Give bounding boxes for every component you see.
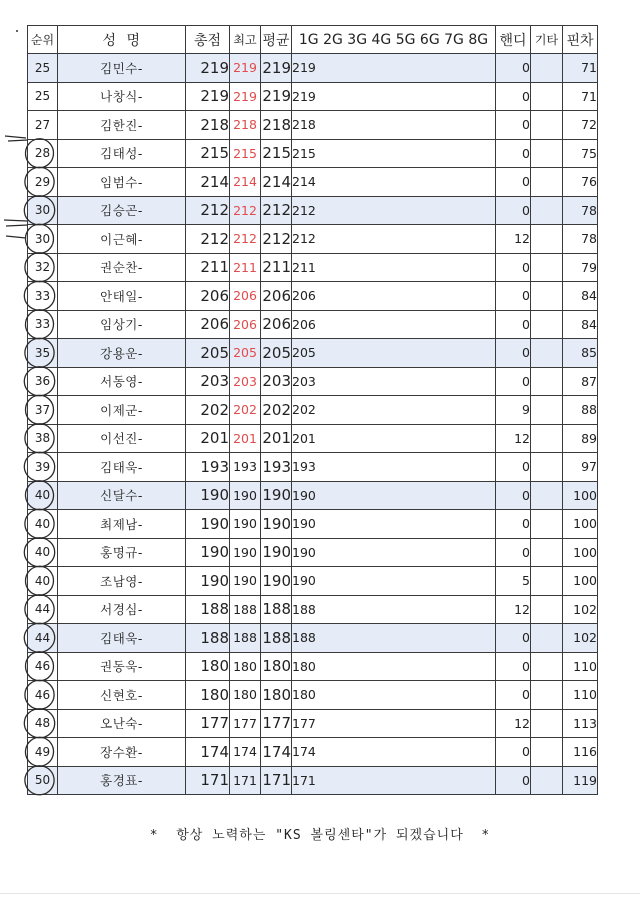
pin-diff-cell: 100 [563, 510, 598, 539]
handicap-cell: 0 [496, 510, 531, 539]
game-scores-cell: 180 [292, 652, 496, 681]
etc-cell [531, 481, 563, 510]
rank-cell: 30 [28, 225, 58, 254]
rank-cell: 46 [28, 652, 58, 681]
total-score-cell: 190 [186, 567, 230, 596]
average-score-cell: 190 [261, 510, 292, 539]
etc-cell [531, 111, 563, 140]
total-score-cell: 190 [186, 481, 230, 510]
total-score-cell: 206 [186, 310, 230, 339]
handicap-cell: 12 [496, 709, 531, 738]
game-scores-cell: 219 [292, 54, 496, 83]
etc-cell [531, 339, 563, 368]
col-header-name: 성 명 [58, 26, 186, 54]
total-score-cell: 188 [186, 624, 230, 653]
total-score-cell: 190 [186, 538, 230, 567]
col-header-avg: 평균 [261, 26, 292, 54]
game-scores-cell: 201 [292, 424, 496, 453]
average-score-cell: 180 [261, 652, 292, 681]
etc-cell [531, 738, 563, 767]
average-score-cell: 177 [261, 709, 292, 738]
name-cell: 조남영- [58, 567, 186, 596]
name-cell: 나창식- [58, 82, 186, 111]
pin-diff-cell: 113 [563, 709, 598, 738]
etc-cell [531, 709, 563, 738]
max-score-cell: 212 [230, 196, 261, 225]
rank-cell: 49 [28, 738, 58, 767]
max-score-cell: 188 [230, 624, 261, 653]
game-scores-cell: 188 [292, 595, 496, 624]
table-row [28, 453, 598, 482]
pin-diff-cell: 72 [563, 111, 598, 140]
average-score-cell: 218 [261, 111, 292, 140]
col-header-rank: 순위 [28, 26, 58, 54]
average-score-cell: 193 [261, 453, 292, 482]
name-cell: 홍경표- [58, 766, 186, 795]
etc-cell [531, 538, 563, 567]
max-score-cell: 188 [230, 595, 261, 624]
total-score-cell: 205 [186, 339, 230, 368]
pin-diff-cell: 100 [563, 481, 598, 510]
name-cell: 이제군- [58, 396, 186, 425]
pin-diff-cell: 89 [563, 424, 598, 453]
game-scores-cell: 218 [292, 111, 496, 140]
etc-cell [531, 168, 563, 197]
etc-cell [531, 225, 563, 254]
pin-diff-cell: 78 [563, 225, 598, 254]
handicap-cell: 0 [496, 339, 531, 368]
rank-cell: 38 [28, 424, 58, 453]
handicap-cell: 0 [496, 196, 531, 225]
pin-diff-cell: 102 [563, 595, 598, 624]
pin-diff-cell: 78 [563, 196, 598, 225]
name-cell: 김한진- [58, 111, 186, 140]
game-scores-cell: 214 [292, 168, 496, 197]
handicap-cell: 0 [496, 168, 531, 197]
table-row [28, 538, 598, 567]
rank-cell: 40 [28, 567, 58, 596]
table-row [28, 396, 598, 425]
rank-cell: 25 [28, 82, 58, 111]
etc-cell [531, 453, 563, 482]
handicap-cell: 5 [496, 567, 531, 596]
col-header-max: 최고 [230, 26, 261, 54]
handicap-cell: 0 [496, 253, 531, 282]
average-score-cell: 215 [261, 139, 292, 168]
max-score-cell: 190 [230, 538, 261, 567]
rank-cell: 28 [28, 139, 58, 168]
etc-cell [531, 282, 563, 311]
table-row [28, 196, 598, 225]
handicap-cell: 0 [496, 766, 531, 795]
rank-cell: 44 [28, 624, 58, 653]
total-score-cell: 214 [186, 168, 230, 197]
total-score-cell: 188 [186, 595, 230, 624]
total-score-cell: 201 [186, 424, 230, 453]
rank-cell: 48 [28, 709, 58, 738]
handicap-cell: 0 [496, 453, 531, 482]
total-score-cell: 180 [186, 652, 230, 681]
table-row [28, 709, 598, 738]
max-score-cell: 180 [230, 681, 261, 710]
score-table [27, 25, 598, 795]
col-header-etc: 기타 [531, 26, 563, 54]
etc-cell [531, 681, 563, 710]
etc-cell [531, 367, 563, 396]
rank-cell: 40 [28, 481, 58, 510]
name-cell: 임범수- [58, 168, 186, 197]
table-row [28, 339, 598, 368]
average-score-cell: 212 [261, 196, 292, 225]
rank-cell: 29 [28, 168, 58, 197]
table-row [28, 168, 598, 197]
pin-diff-cell: 75 [563, 139, 598, 168]
etc-cell [531, 766, 563, 795]
total-score-cell: 193 [186, 453, 230, 482]
table-row [28, 681, 598, 710]
etc-cell [531, 139, 563, 168]
rank-cell: 33 [28, 282, 58, 311]
name-cell: 이선진- [58, 424, 186, 453]
total-score-cell: 202 [186, 396, 230, 425]
average-score-cell: 190 [261, 567, 292, 596]
rank-cell: 32 [28, 253, 58, 282]
game-scores-cell: 206 [292, 310, 496, 339]
pin-diff-cell: 71 [563, 54, 598, 83]
handicap-cell: 12 [496, 225, 531, 254]
average-score-cell: 180 [261, 681, 292, 710]
etc-cell [531, 624, 563, 653]
rank-cell: 40 [28, 538, 58, 567]
stray-mark [16, 30, 18, 32]
etc-cell [531, 567, 563, 596]
rank-cell: 44 [28, 595, 58, 624]
total-score-cell: 212 [186, 196, 230, 225]
col-header-total: 총점 [186, 26, 230, 54]
etc-cell [531, 54, 563, 83]
average-score-cell: 211 [261, 253, 292, 282]
etc-cell [531, 253, 563, 282]
average-score-cell: 203 [261, 367, 292, 396]
pin-diff-cell: 88 [563, 396, 598, 425]
pin-diff-cell: 116 [563, 738, 598, 767]
table-row [28, 253, 598, 282]
handicap-cell: 0 [496, 111, 531, 140]
name-cell: 강용운- [58, 339, 186, 368]
average-score-cell: 214 [261, 168, 292, 197]
pin-diff-cell: 79 [563, 253, 598, 282]
max-score-cell: 171 [230, 766, 261, 795]
average-score-cell: 219 [261, 82, 292, 111]
name-cell: 권순찬- [58, 253, 186, 282]
max-score-cell: 212 [230, 225, 261, 254]
average-score-cell: 202 [261, 396, 292, 425]
pin-diff-cell: 110 [563, 681, 598, 710]
game-scores-cell: 212 [292, 196, 496, 225]
average-score-cell: 174 [261, 738, 292, 767]
max-score-cell: 206 [230, 282, 261, 311]
rank-cell: 33 [28, 310, 58, 339]
pin-diff-cell: 97 [563, 453, 598, 482]
etc-cell [531, 310, 563, 339]
name-cell: 오난숙- [58, 709, 186, 738]
name-cell: 김태욱- [58, 453, 186, 482]
total-score-cell: 219 [186, 54, 230, 83]
table-row [28, 738, 598, 767]
game-scores-cell: 211 [292, 253, 496, 282]
total-score-cell: 203 [186, 367, 230, 396]
name-cell: 홍명규- [58, 538, 186, 567]
handicap-cell: 0 [496, 367, 531, 396]
etc-cell [531, 652, 563, 681]
name-cell: 최제남- [58, 510, 186, 539]
rank-cell: 25 [28, 54, 58, 83]
max-score-cell: 203 [230, 367, 261, 396]
game-scores-cell: 219 [292, 82, 496, 111]
table-row [28, 367, 598, 396]
pin-diff-cell: 71 [563, 82, 598, 111]
total-score-cell: 171 [186, 766, 230, 795]
table-row [28, 595, 598, 624]
table-row [28, 510, 598, 539]
max-score-cell: 206 [230, 310, 261, 339]
max-score-cell: 190 [230, 510, 261, 539]
name-cell: 김태성- [58, 139, 186, 168]
total-score-cell: 177 [186, 709, 230, 738]
name-cell: 김민수- [58, 54, 186, 83]
max-score-cell: 180 [230, 652, 261, 681]
table-row [28, 624, 598, 653]
rank-cell: 30 [28, 196, 58, 225]
game-scores-cell: 188 [292, 624, 496, 653]
col-header-pin-diff: 핀차 [563, 26, 598, 54]
average-score-cell: 171 [261, 766, 292, 795]
average-score-cell: 219 [261, 54, 292, 83]
handicap-cell: 0 [496, 738, 531, 767]
game-scores-cell: 206 [292, 282, 496, 311]
average-score-cell: 205 [261, 339, 292, 368]
pin-diff-cell: 100 [563, 567, 598, 596]
pin-diff-cell: 110 [563, 652, 598, 681]
average-score-cell: 212 [261, 225, 292, 254]
average-score-cell: 188 [261, 595, 292, 624]
max-score-cell: 190 [230, 481, 261, 510]
name-cell: 신현호- [58, 681, 186, 710]
table-row [28, 766, 598, 795]
name-cell: 김태욱- [58, 624, 186, 653]
max-score-cell: 215 [230, 139, 261, 168]
game-scores-cell: 215 [292, 139, 496, 168]
table-row [28, 567, 598, 596]
total-score-cell: 212 [186, 225, 230, 254]
total-score-cell: 190 [186, 510, 230, 539]
table-row [28, 82, 598, 111]
rank-cell: 46 [28, 681, 58, 710]
game-scores-cell: 212 [292, 225, 496, 254]
game-scores-cell: 190 [292, 510, 496, 539]
max-score-cell: 218 [230, 111, 261, 140]
pen-stroke-mark [5, 136, 28, 141]
average-score-cell: 206 [261, 282, 292, 311]
max-score-cell: 214 [230, 168, 261, 197]
pin-diff-cell: 84 [563, 310, 598, 339]
game-scores-cell: 190 [292, 567, 496, 596]
table-row [28, 481, 598, 510]
table-row [28, 111, 598, 140]
etc-cell [531, 196, 563, 225]
pen-stroke-mark [4, 220, 28, 226]
pin-diff-cell: 76 [563, 168, 598, 197]
total-score-cell: 215 [186, 139, 230, 168]
max-score-cell: 177 [230, 709, 261, 738]
etc-cell [531, 82, 563, 111]
game-scores-cell: 190 [292, 481, 496, 510]
max-score-cell: 205 [230, 339, 261, 368]
max-score-cell: 219 [230, 54, 261, 83]
handicap-cell: 0 [496, 310, 531, 339]
average-score-cell: 188 [261, 624, 292, 653]
handicap-cell: 0 [496, 54, 531, 83]
game-scores-cell: 203 [292, 367, 496, 396]
table-row [28, 225, 598, 254]
max-score-cell: 190 [230, 567, 261, 596]
etc-cell [531, 595, 563, 624]
average-score-cell: 201 [261, 424, 292, 453]
bottom-divider [0, 893, 640, 894]
footer-slogan: * 항상 노력하는 "KS 볼링센타"가 되겠습니다 * [149, 828, 491, 843]
handicap-cell: 12 [496, 424, 531, 453]
pin-diff-cell: 85 [563, 339, 598, 368]
name-cell: 서경심- [58, 595, 186, 624]
name-cell: 권동욱- [58, 652, 186, 681]
game-scores-cell: 193 [292, 453, 496, 482]
max-score-cell: 211 [230, 253, 261, 282]
rank-cell: 27 [28, 111, 58, 140]
pin-diff-cell: 87 [563, 367, 598, 396]
table-row [28, 282, 598, 311]
col-header-handicap: 핸디 [496, 26, 531, 54]
game-scores-cell: 171 [292, 766, 496, 795]
total-score-cell: 206 [186, 282, 230, 311]
total-score-cell: 218 [186, 111, 230, 140]
table-row [28, 310, 598, 339]
handicap-cell: 0 [496, 82, 531, 111]
max-score-cell: 219 [230, 82, 261, 111]
rank-cell: 35 [28, 339, 58, 368]
name-cell: 신달수- [58, 481, 186, 510]
etc-cell [531, 424, 563, 453]
max-score-cell: 201 [230, 424, 261, 453]
total-score-cell: 219 [186, 82, 230, 111]
max-score-cell: 202 [230, 396, 261, 425]
pin-diff-cell: 119 [563, 766, 598, 795]
handicap-cell: 0 [496, 282, 531, 311]
handicap-cell: 0 [496, 624, 531, 653]
name-cell: 이근혜- [58, 225, 186, 254]
header-row [28, 26, 598, 54]
rank-cell: 50 [28, 766, 58, 795]
game-scores-cell: 174 [292, 738, 496, 767]
handicap-cell: 0 [496, 652, 531, 681]
name-cell: 서동영- [58, 367, 186, 396]
game-scores-cell: 180 [292, 681, 496, 710]
average-score-cell: 190 [261, 481, 292, 510]
total-score-cell: 180 [186, 681, 230, 710]
max-score-cell: 174 [230, 738, 261, 767]
handicap-cell: 0 [496, 481, 531, 510]
table-row [28, 139, 598, 168]
table-row [28, 652, 598, 681]
rank-cell: 39 [28, 453, 58, 482]
handicap-cell: 9 [496, 396, 531, 425]
pin-diff-cell: 100 [563, 538, 598, 567]
handicap-cell: 0 [496, 538, 531, 567]
rank-cell: 37 [28, 396, 58, 425]
rank-cell: 40 [28, 510, 58, 539]
name-cell: 안태일- [58, 282, 186, 311]
average-score-cell: 206 [261, 310, 292, 339]
total-score-cell: 174 [186, 738, 230, 767]
etc-cell [531, 396, 563, 425]
etc-cell [531, 510, 563, 539]
name-cell: 임상기- [58, 310, 186, 339]
table-row [28, 54, 598, 83]
table-row [28, 424, 598, 453]
game-scores-cell: 177 [292, 709, 496, 738]
name-cell: 장수환- [58, 738, 186, 767]
pin-diff-cell: 102 [563, 624, 598, 653]
handicap-cell: 0 [496, 681, 531, 710]
pen-stroke-mark [6, 236, 26, 238]
handicap-cell: 12 [496, 595, 531, 624]
col-header-games: 1G 2G 3G 4G 5G 6G 7G 8G [292, 26, 496, 54]
pin-diff-cell: 84 [563, 282, 598, 311]
handicap-cell: 0 [496, 139, 531, 168]
game-scores-cell: 202 [292, 396, 496, 425]
max-score-cell: 193 [230, 453, 261, 482]
rank-cell: 36 [28, 367, 58, 396]
average-score-cell: 190 [261, 538, 292, 567]
name-cell: 김승곤- [58, 196, 186, 225]
total-score-cell: 211 [186, 253, 230, 282]
game-scores-cell: 190 [292, 538, 496, 567]
game-scores-cell: 205 [292, 339, 496, 368]
